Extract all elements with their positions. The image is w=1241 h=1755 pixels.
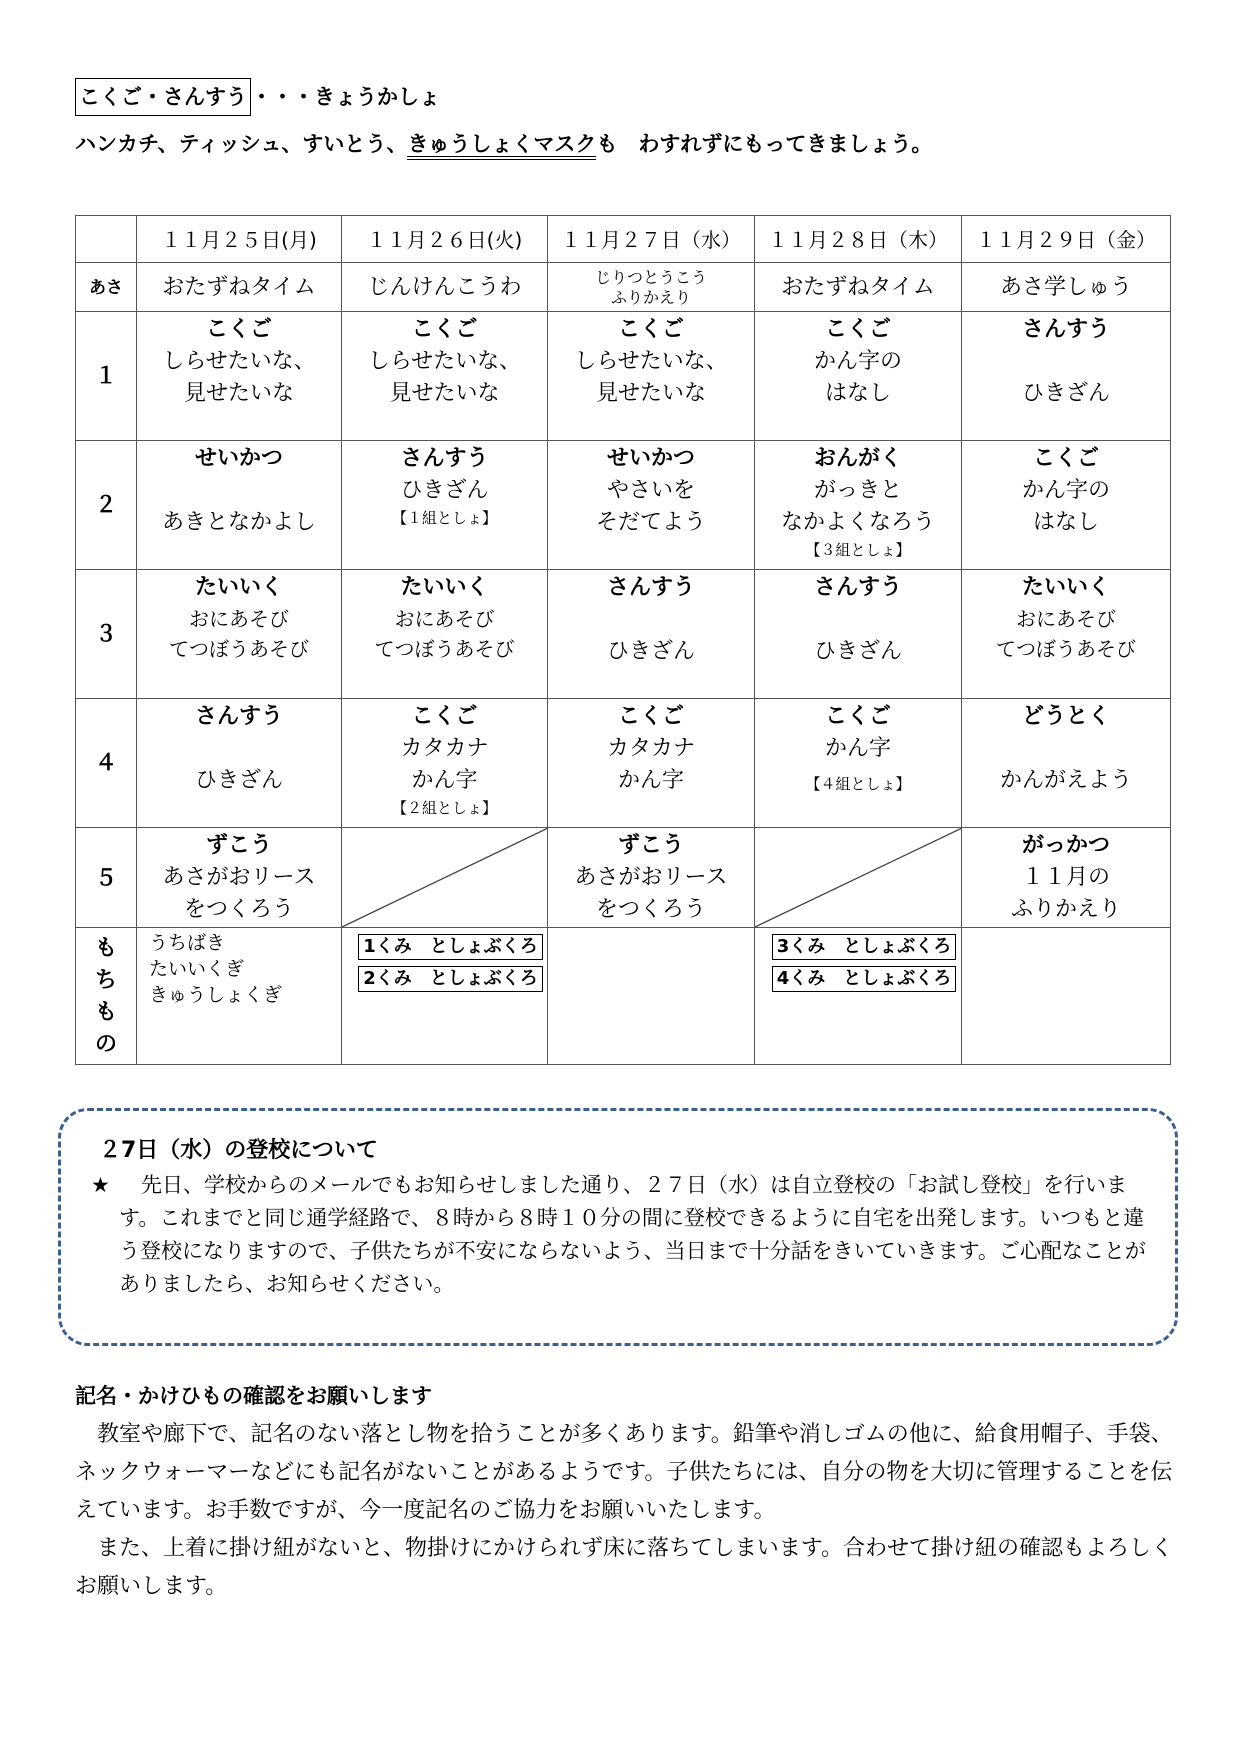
star-icon: ★ <box>91 1173 110 1197</box>
lesson-line-1: １１月の <box>1021 865 1110 890</box>
subject: さんすう <box>400 446 489 471</box>
subject: さんすう <box>1021 317 1110 342</box>
lesson-line-2: はなし <box>824 381 891 406</box>
lesson-line-1: がっきと <box>813 478 902 503</box>
subject: たいいく <box>400 575 489 600</box>
section-body-labels <box>75 1416 1175 1606</box>
schedule-cell <box>137 441 342 570</box>
subject: こくご <box>411 704 478 729</box>
lesson-line-2: 見せたいな <box>595 381 706 406</box>
period-row-5 <box>76 828 1171 928</box>
lesson-line-2: 見せたいな <box>389 381 500 406</box>
belongings-wed <box>548 928 755 1065</box>
morning-mon: おたずねタイム <box>137 263 342 312</box>
subject: ずこう <box>617 833 684 858</box>
notice-body <box>91 1169 1151 1329</box>
date-fri: １１月２９日（金） <box>962 216 1171 263</box>
period-row-1 <box>76 312 1171 441</box>
subject: こくご <box>1032 446 1099 471</box>
subject: こくご <box>824 317 891 342</box>
lesson-line-1: しらせたいな、 <box>367 349 522 374</box>
schedule-cell <box>755 699 962 828</box>
morning-row <box>76 263 1171 312</box>
lesson-line-2: をつくろう <box>183 897 294 922</box>
header-line-2-b: も わすれずにもってきましょう。 <box>596 132 933 156</box>
lesson-line-1: おにあそび <box>189 607 289 631</box>
date-header-row <box>76 216 1171 263</box>
period-row-2 <box>76 441 1171 570</box>
library-note: 【１組としょ】 <box>391 509 497 527</box>
schedule-cell <box>962 312 1171 441</box>
morning-wed-line1: じりつとうこう <box>594 268 707 287</box>
lesson-line-2: てつぼうあそび <box>169 637 309 661</box>
lesson-line-1 <box>137 475 341 507</box>
period-label: ４ <box>76 699 137 828</box>
schedule-cell <box>755 441 962 570</box>
schedule-cell <box>962 828 1171 928</box>
lesson-line-2: てつぼうあそび <box>374 637 515 661</box>
lesson-line-2: ひきざん <box>606 639 695 664</box>
lesson-line-1 <box>137 733 341 765</box>
lesson-line-1: あさがおリース <box>574 865 728 890</box>
subject: ずこう <box>205 833 272 858</box>
subject: たいいく <box>194 575 283 600</box>
schedule-cell <box>342 699 548 828</box>
belongings-label-char: も <box>94 1000 117 1025</box>
belongings-label-char: ち <box>94 968 117 993</box>
belongings-label-char: も <box>94 936 117 961</box>
lesson-line-2: あきとなかよし <box>161 510 316 535</box>
library-note: 【４組としょ】 <box>805 775 911 793</box>
paragraph-2: また、上着に掛け紐がないと、物掛けにかけられず床に落ちてしまいます。合わせて掛け紐の確認もよろしくお願いします。 <box>75 1536 1174 1599</box>
belongings-thu <box>755 928 962 1065</box>
subject: こくご <box>824 704 891 729</box>
library-bag-tag: 3くみ としょぶくろ <box>772 934 957 960</box>
lesson-line-1: カタカナ <box>606 736 695 761</box>
lesson-line-1: しらせたいな、 <box>162 349 316 374</box>
notice-box <box>58 1108 1178 1346</box>
period-label: ５ <box>76 828 137 928</box>
lesson-line-2: をつくろう <box>595 897 706 922</box>
library-note: 【２組としょ】 <box>391 799 497 817</box>
date-mon: １１月２５日(月) <box>137 216 342 263</box>
morning-label: あさ <box>76 263 137 312</box>
subject: こくご <box>617 317 684 342</box>
lesson-line-2: かん字 <box>617 768 684 793</box>
period-label: ３ <box>76 570 137 699</box>
lesson-line-1: やさいを <box>606 478 695 503</box>
diagonal-strike-icon <box>755 828 962 927</box>
schedule-cell <box>962 699 1171 828</box>
lesson-line-1: かん字 <box>824 736 891 761</box>
morning-tue: じんけんこうわ <box>342 263 548 312</box>
lesson-line-1: かん字の <box>813 349 902 374</box>
lesson-line-1: あさがおリース <box>162 865 316 890</box>
lesson-line-1: ひきざん <box>400 478 489 503</box>
lesson-line-2: てつぼうあそび <box>996 637 1136 661</box>
lesson-line-2: ひきざん <box>194 768 283 793</box>
belongings-tue <box>342 928 548 1065</box>
header-underlined-mask: きゅうしょくマスク <box>407 132 596 160</box>
belonging-item: たいいくぎ <box>149 958 245 980</box>
library-bag-tag: 4くみ としょぶくろ <box>772 966 957 992</box>
lesson-line-1: カタカナ <box>400 736 489 761</box>
schedule-cell <box>755 312 962 441</box>
lesson-line-1 <box>755 604 961 636</box>
header-line-2-a: ハンカチ、ティッシュ、すいとう、 <box>75 132 408 156</box>
subject: おんがく <box>813 446 902 471</box>
belonging-item: うちばき <box>149 932 226 954</box>
period-row-4 <box>76 699 1171 828</box>
belongings-label-char: の <box>94 1032 117 1057</box>
schedule-cell <box>548 699 755 828</box>
library-note: 【３組としょ】 <box>805 541 911 559</box>
period-label: ２ <box>76 441 137 570</box>
subject: こくご <box>205 317 272 342</box>
period-label: １ <box>76 312 137 441</box>
lesson-line-1 <box>548 604 754 636</box>
period-row-3 <box>76 570 1171 699</box>
schedule-cell <box>548 312 755 441</box>
header-boxed-subjects: こくご・さんすう <box>75 78 251 116</box>
schedule-cell <box>342 441 548 570</box>
schedule-cell <box>137 828 342 928</box>
date-wed: １１月２７日（水） <box>548 216 755 263</box>
lesson-line-1 <box>962 733 1170 765</box>
schedule-cell <box>548 441 755 570</box>
notice-text: 先日、学校からのメールでもお知らせしました通り、２７日（水）は自立登校の「お試し登校」を行います。これまでと同じ通学経路で、８時から８時１０分の間に登校できるように自宅を出発します。いつもと違う登校になりますので、子供たちが不安にならないよう、当日まで十分話をきいていきます。ご心配なことがありましたら、お知らせください。 <box>119 1173 1146 1296</box>
lesson-line-2: そだてよう <box>595 510 706 535</box>
lesson-line-2: ひきざん <box>1021 381 1110 406</box>
no-class-cell <box>342 828 548 928</box>
lesson-line-1 <box>962 346 1170 378</box>
lesson-line-1: おにあそび <box>1016 607 1116 631</box>
paragraph-1: 教室や廊下で、記名のない落とし物を拾うことが多くあります。鉛筆や消しゴムの他に、給食用帽子、手袋、ネックウォーマーなどにも記名がないことがあるようです。子供たちには、自分の物を大切に管理することを伝えています。お手数ですが、今一度記名のご協力をお願いいたします。 <box>75 1422 1173 1523</box>
schedule-cell <box>755 570 962 699</box>
schedule-cell <box>137 699 342 828</box>
weekly-schedule-table <box>75 215 1171 1065</box>
lesson-line-1: しらせたいな、 <box>574 349 728 374</box>
lesson-line-2: かんがえよう <box>999 768 1132 793</box>
lesson-line-2: なかよくなろう <box>780 510 935 535</box>
morning-thu: おたずねタイム <box>755 263 962 312</box>
subject: たいいく <box>1021 575 1110 600</box>
schedule-cell <box>342 312 548 441</box>
morning-wed-line2: ふりかえり <box>610 288 691 307</box>
morning-fri: あさ学しゅう <box>962 263 1171 312</box>
schedule-cell <box>962 441 1171 570</box>
lesson-line-1: おにあそび <box>394 607 495 631</box>
subject: さんすう <box>813 575 902 600</box>
belonging-item: きゅうしょくぎ <box>149 984 283 1006</box>
notice-title: ２7日（水）の登校について <box>99 1138 378 1163</box>
header-line-1 <box>75 78 440 116</box>
lesson-line-2: はなし <box>1032 510 1099 535</box>
schedule-cell <box>548 570 755 699</box>
belongings-row <box>76 928 1171 1065</box>
subject: せいかつ <box>606 446 695 471</box>
schedule-cell <box>137 312 342 441</box>
subject: こくご <box>617 704 684 729</box>
schedule-cell <box>342 570 548 699</box>
library-bag-tag: 1くみ としょぶくろ <box>358 934 543 960</box>
lesson-line-2: かん字 <box>411 768 478 793</box>
belongings-label <box>76 928 137 1065</box>
section-title-labels: 記名・かけひもの確認をお願いします <box>75 1384 432 1408</box>
diagonal-strike-icon <box>342 828 548 927</box>
subject: さんすう <box>194 704 283 729</box>
date-tue: １１月２６日(火) <box>342 216 548 263</box>
subject: せいかつ <box>194 446 283 471</box>
header-line-1-rest: ・・・きょうかしょ <box>251 85 440 109</box>
schedule-cell <box>137 570 342 699</box>
library-bag-tag: 2くみ としょぶくろ <box>358 966 543 992</box>
subject: がっかつ <box>1021 833 1110 858</box>
corner-cell <box>76 216 137 263</box>
lesson-line-2: ひきざん <box>813 639 902 664</box>
belongings-mon <box>137 928 342 1065</box>
no-class-cell <box>755 828 962 928</box>
schedule-cell <box>962 570 1171 699</box>
subject: どうとく <box>1021 704 1110 729</box>
belongings-fri <box>962 928 1171 1065</box>
lesson-line-1: かん字の <box>1021 478 1110 503</box>
header-line-2 <box>75 128 932 158</box>
subject: こくご <box>411 317 478 342</box>
date-thu: １１月２８日（木） <box>755 216 962 263</box>
schedule-cell <box>548 828 755 928</box>
morning-wed <box>548 263 755 312</box>
lesson-line-2: 見せたいな <box>183 381 294 406</box>
subject: さんすう <box>606 575 695 600</box>
lesson-line-2: ふりかえり <box>1010 897 1121 922</box>
